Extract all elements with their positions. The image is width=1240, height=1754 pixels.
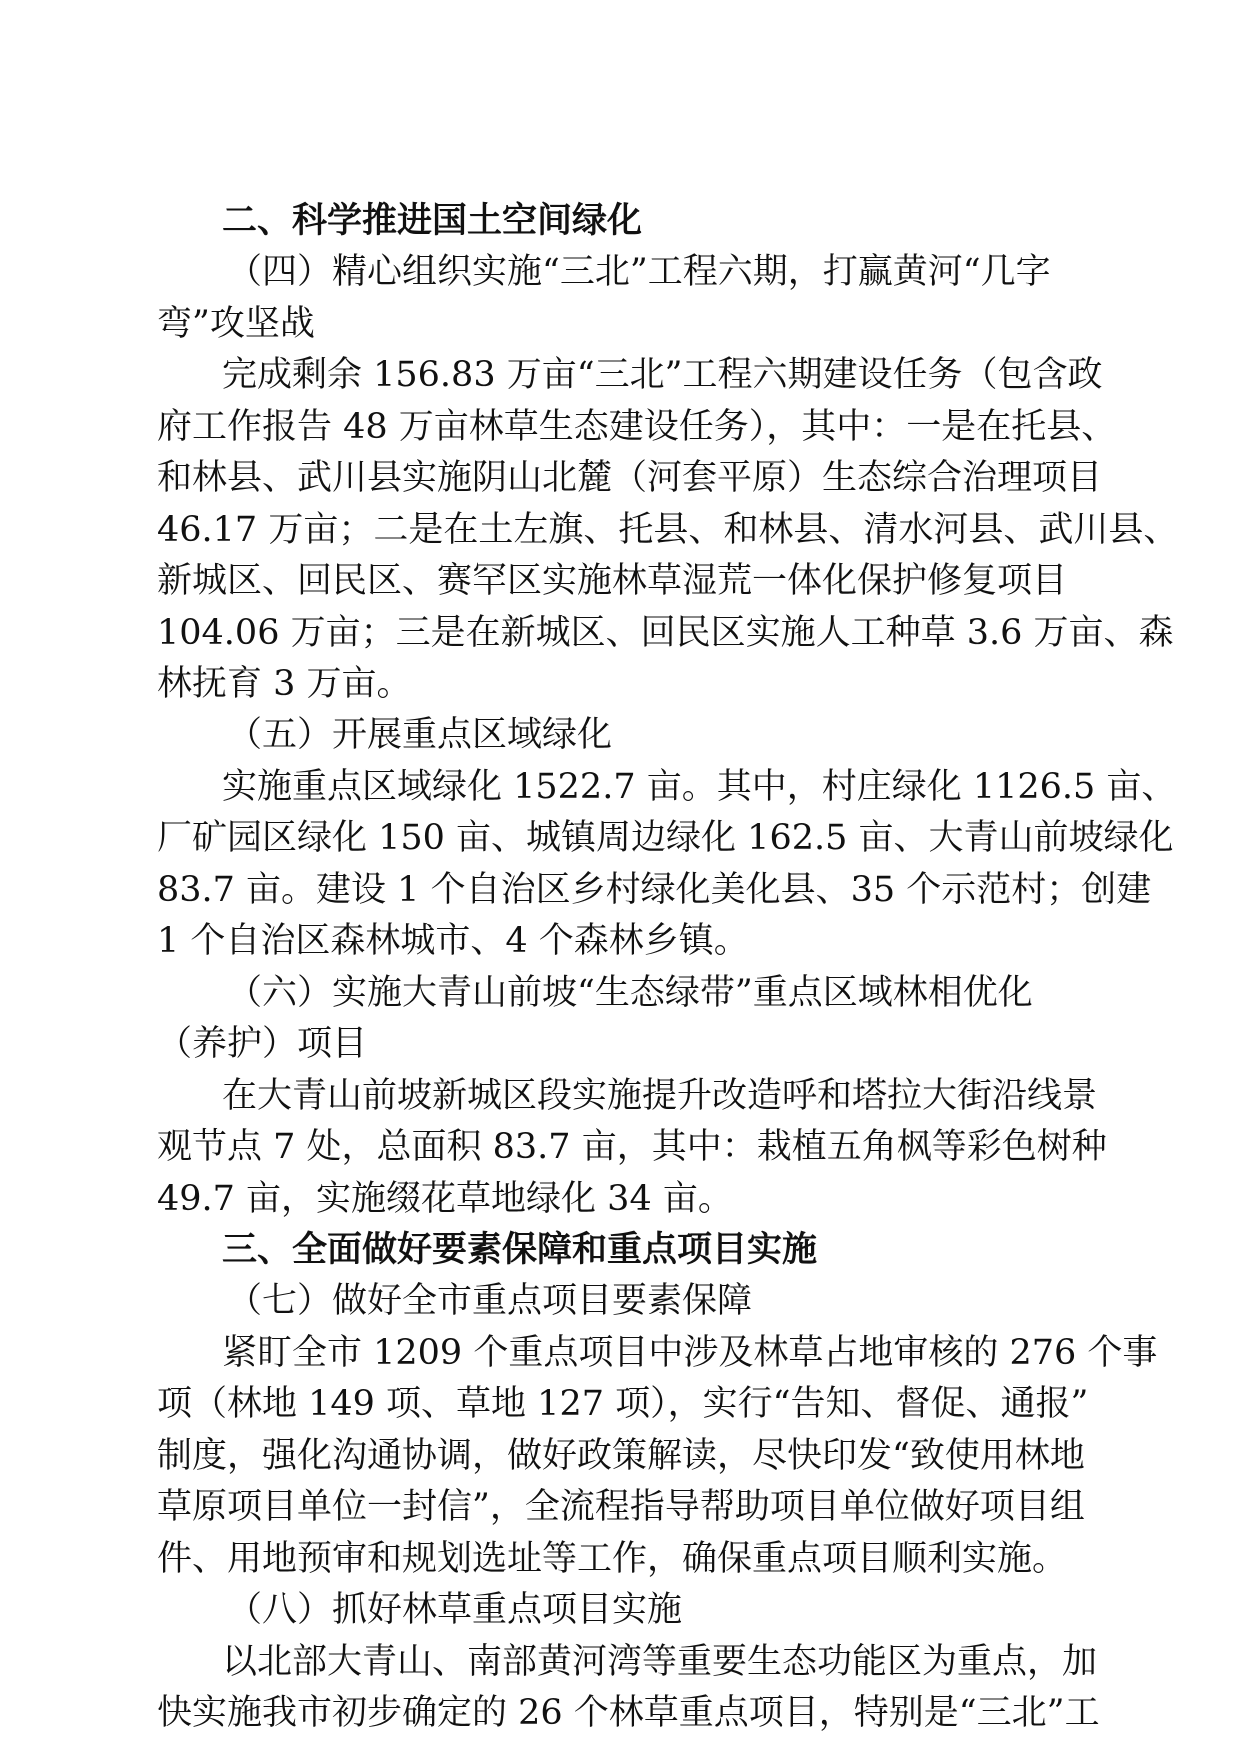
paragraph-4-line3: 和林县、武川县实施阴山北麓（河套平原）生态综合治理项目 (157, 458, 1103, 498)
paragraph-5-line1: 实施重点区域绿化 1522.7 亩。其中，村庄绿化 1126.5 亩、 (222, 767, 1177, 807)
paragraph-6-line2: 观节点 7 处，总面积 83.7 亩，其中：栽植五角枫等彩色树种 (157, 1127, 1107, 1167)
subheading-6-line1: （六）实施大青山前坡“生态绿带”重点区域林相优化 (227, 973, 1033, 1013)
subheading-4-line1: （四）精心组织实施“三北”工程六期，打赢黄河“几字 (227, 252, 1051, 292)
section-heading-3: 三、全面做好要素保障和重点项目实施 (222, 1230, 818, 1270)
paragraph-6-line3: 49.7 亩，实施缀花草地绿化 34 亩。 (157, 1179, 733, 1219)
paragraph-4-line6: 104.06 万亩；三是在新城区、回民区实施人工种草 3.6 万亩、森 (157, 613, 1174, 653)
subheading-5: （五）开展重点区域绿化 (227, 715, 613, 755)
paragraph-5-line4: 1 个自治区森林城市、4 个森林乡镇。 (157, 921, 749, 961)
paragraph-8-line1: 以北部大青山、南部黄河湾等重要生态功能区为重点，加 (222, 1642, 1098, 1682)
paragraph-7-line5: 件、用地预审和规划选址等工作，确保重点项目顺利实施。 (157, 1539, 1068, 1579)
subheading-4-line2: 弯”攻坚战 (157, 304, 315, 344)
paragraph-4-line5: 新城区、回民区、赛罕区实施林草湿荒一体化保护修复项目 (157, 561, 1068, 601)
paragraph-4-line4: 46.17 万亩；二是在土左旗、托县、和林县、清水河县、武川县、 (157, 510, 1179, 550)
paragraph-7-line2: 项（林地 149 项、草地 127 项），实行“告知、督促、通报” (157, 1384, 1089, 1424)
paragraph-4-line2: 府工作报告 48 万亩林草生态建设任务），其中：一是在托县、 (157, 407, 1117, 447)
paragraph-5-line2: 厂矿园区绿化 150 亩、城镇周边绿化 162.5 亩、大青山前坡绿化 (157, 818, 1174, 858)
paragraph-7-line3: 制度，强化沟通协调，做好政策解读，尽快印发“致使用林地 (157, 1436, 1085, 1476)
paragraph-8-line2: 快实施我市初步确定的 26 个林草重点项目，特别是“三北”工 (157, 1693, 1100, 1733)
paragraph-7-line4: 草原项目单位一封信”，全流程指导帮助项目单位做好项目组 (157, 1487, 1085, 1527)
section-heading-2: 二、科学推进国土空间绿化 (222, 201, 643, 241)
subheading-8: （八）抓好林草重点项目实施 (227, 1590, 683, 1630)
paragraph-6-line1: 在大青山前坡新城区段实施提升改造呼和塔拉大街沿线景 (222, 1076, 1098, 1116)
paragraph-4-line7: 林抚育 3 万亩。 (157, 664, 412, 704)
subheading-7: （七）做好全市重点项目要素保障 (227, 1281, 753, 1321)
subheading-6-line2: （养护）项目 (157, 1024, 368, 1064)
paragraph-5-line3: 83.7 亩。建设 1 个自治区乡村绿化美化县、35 个示范村；创建 (157, 870, 1152, 910)
paragraph-4-line1: 完成剩余 156.83 万亩“三北”工程六期建设任务（包含政 (222, 355, 1103, 395)
paragraph-7-line1: 紧盯全市 1209 个重点项目中涉及林草占地审核的 276 个事 (222, 1333, 1158, 1373)
